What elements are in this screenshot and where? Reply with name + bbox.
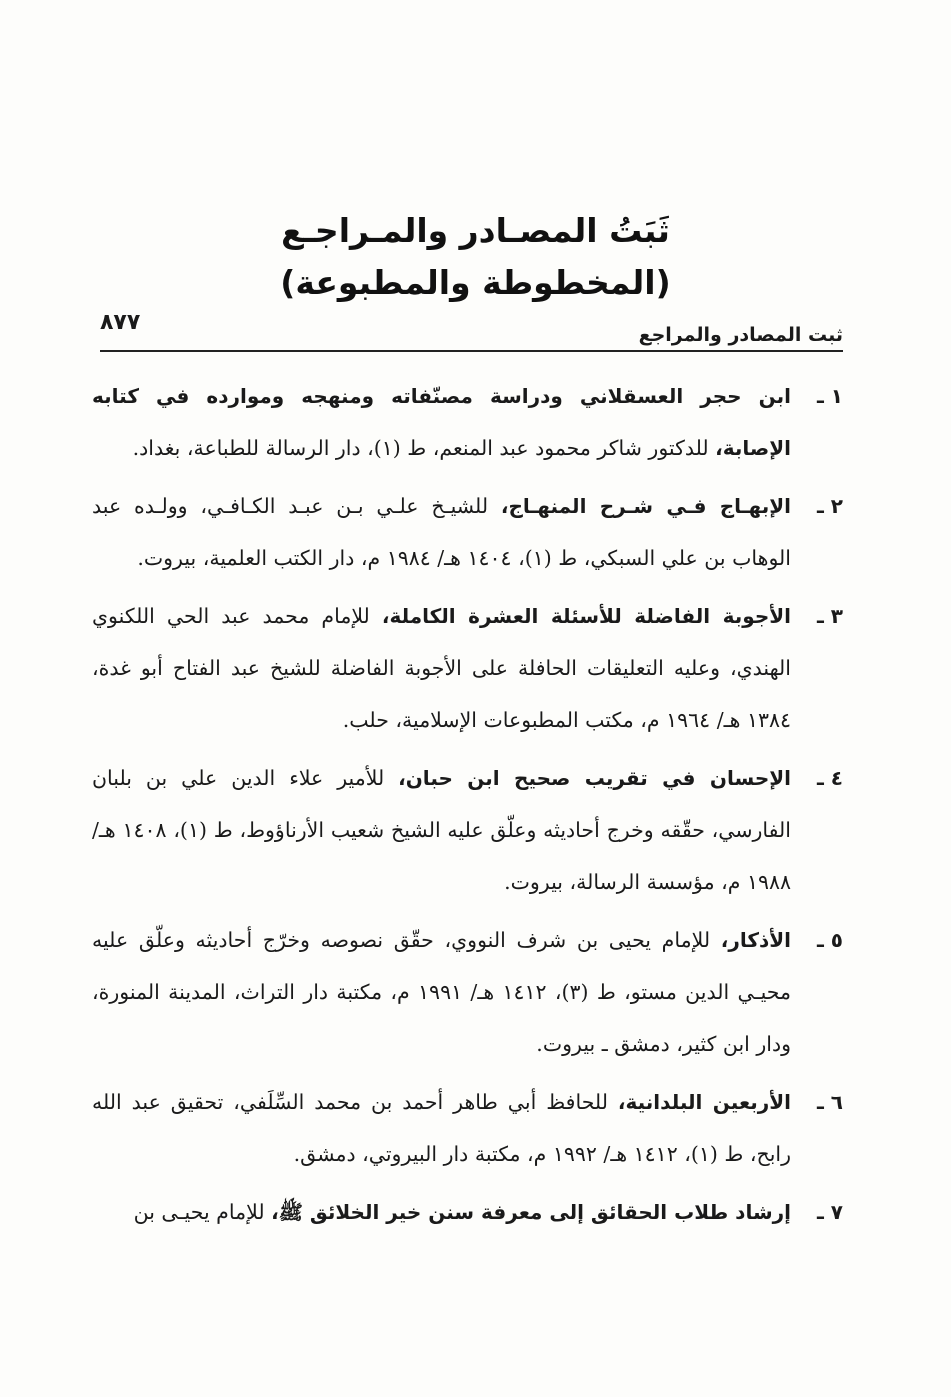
entry-number: ٥ ـ [816, 928, 843, 952]
page-number: ٨٧٧ [100, 310, 141, 335]
entry-title: الإحسان في تقريب صحيح ابن حبان، [398, 766, 791, 790]
bibliography-entry [92, 1076, 843, 1180]
bibliography-entry [92, 370, 843, 474]
entry-number: ٣ ـ [816, 604, 843, 628]
bibliography-entry [92, 590, 843, 746]
entry-title: إرشاد طلاب الحقائق إلى معرفة سنن خير الخلائق ﷺ، [271, 1200, 791, 1224]
bibliography-entry [92, 480, 843, 584]
running-head [100, 310, 843, 352]
entry-title: الأربعين البلدانية، [617, 1090, 792, 1114]
bibliography-entry [92, 914, 843, 1070]
entry-details: للشيـخ علـي بـن عبـد الكـافـي، وولـده عبد الوهاب بن علي السبكي، ط (١)، ١٤٠٤ هـ/ ١٩٨٤ م، دار الكتب العلمية، بيروت. [92, 494, 791, 570]
entry-number: ٧ ـ [816, 1200, 843, 1224]
entry-title: الإبهـاج فـي شـرح المنهـاج، [500, 494, 791, 518]
running-head-title: ثبت المصادر والمراجع [638, 324, 843, 346]
title-line-2: (المخطوطة والمطبوعة) [280, 263, 671, 302]
bibliography-entry [92, 1186, 843, 1238]
entry-title: ابن حجر العسقلاني ودراسة مصنّفاته ومنهجه وموارده في كتابه الإصابة، [92, 384, 791, 460]
entry-title: الأجوبة الفاضلة للأسئلة العشرة الكاملة، [381, 604, 791, 628]
entry-title: الأذكار، [720, 928, 791, 952]
bibliography-list [92, 370, 843, 1244]
bibliography-entry [92, 752, 843, 908]
title-line-1: ثَبَتُ المصـادر والمـراجـع [281, 211, 670, 250]
entry-number: ٦ ـ [816, 1090, 843, 1114]
entry-details: للإمام يحيى بن شرف النووي، حقّق نصوصه وخرّج أحاديثه وعلّق عليه محيـي الدين مستو، ط (٣)، ١٤١٢ هـ/ ١٩٩١ م، مكتبة دار التراث، المدينة المنورة، ودار ابن كثير، دمشق ـ بيروت. [92, 928, 791, 1056]
entry-details: للأمير علاء الدين علي بن بلبان الفارسي، حقّقه وخرج أحاديثه وعلّق عليه الشيخ شعيب الأرناؤوط، ط (١)، ١٤٠٨ هـ/ ١٩٨٨ م، مؤسسة الرسالة، بيروت. [92, 766, 791, 894]
entry-number: ٤ ـ [816, 766, 843, 790]
page-title [0, 205, 951, 309]
entry-details: للإمام يحيـى بن [133, 1200, 272, 1224]
entry-number: ١ ـ [816, 384, 843, 408]
entry-details: للحافظ أبي طاهر أحمد بن محمد السِّلَفي، تحقيق عبد الله رابح، ط (١)، ١٤١٢ هـ/ ١٩٩٢ م، مكتبة دار البيروتي، دمشق. [92, 1090, 791, 1166]
entry-details: للإمام محمد عبد الحي اللكنوي الهندي، وعليه التعليقات الحافلة على الأجوبة الفاضلة للشيخ عبد الفتاح أبو غدة، ١٣٨٤ هـ/ ١٩٦٤ م، مكتب المطبوعات الإسلامية، حلب. [92, 604, 791, 732]
entry-number: ٢ ـ [816, 494, 843, 518]
entry-details: للدكتور شاكر محمود عبد المنعم، ط (١)، دار الرسالة للطباعة، بغداد. [132, 436, 716, 460]
